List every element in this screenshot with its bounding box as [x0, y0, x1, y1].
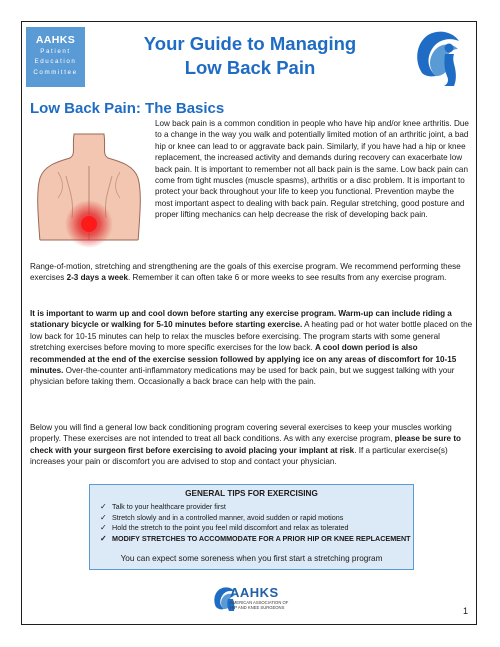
checkmark-icon: ✓: [100, 502, 107, 511]
list-item: [100, 513, 411, 524]
program-text-1: Below you will find a general low back conditioning program covering several exercises to keep your muscles working properly. These exercises are not intended to treat all back conditions. As with any exercise program,: [30, 423, 452, 444]
tip-text: Talk to your healthcare provider first: [112, 502, 226, 511]
goals-paragraph: [30, 261, 474, 284]
warmup-bold-2: A cool down period is also recommended at the end of the exercise session followed by applying ice on any areas of discomfort for 10-15 minutes.: [30, 343, 457, 376]
footer-tag-line-2: HIP AND KNEE SURGEONS: [230, 605, 285, 610]
list-item: [100, 523, 411, 534]
list-item: [100, 534, 411, 545]
footer-tag-line-1: AMERICAN ASSOCIATION OF: [230, 600, 289, 605]
program-paragraph: [30, 422, 474, 468]
tip-text: Stretch slowly and in a controlled manner, avoid sudden or rapid motions: [112, 512, 344, 522]
goals-text-2: . Remember it can often take 6 or more weeks to see results from any exercise program.: [128, 273, 447, 283]
warmup-text-1: A heating pad or hot water bottle placed on the low back for 10-15 minutes can help to relax the muscles before exercising. The program starts with some general stretching exercises before moving to more specific exercises for the low back.: [30, 320, 473, 353]
tips-list: [100, 502, 411, 544]
badge-line-2: Education: [34, 58, 77, 66]
warmup-paragraph: [30, 308, 474, 388]
committee-badge: [26, 27, 85, 87]
checkmark-icon: ✓: [100, 523, 107, 533]
aahks-head-logo-icon: [414, 27, 464, 88]
footer-brand: AAHKS: [230, 585, 279, 600]
page-number: 1: [463, 606, 469, 616]
page-title: [120, 32, 380, 80]
tips-note: You can expect some soreness when you first start a stretching program: [120, 554, 383, 563]
badge-line-3: Committee: [33, 68, 78, 76]
back-pain-figure: [30, 122, 148, 264]
program-bold: please be sure to check with your surgeon first before exercising to avoid placing your implant at risk: [30, 434, 461, 455]
checkmark-icon: ✓: [100, 512, 107, 522]
section-heading: Low Back Pain: The Basics: [30, 100, 225, 117]
warmup-text-2: Over-the-counter anti-inflammatory medications may be used for back pain, but we suggest talking with your physician before taking them. Occasionally a back brace can help with the pain.: [30, 366, 455, 387]
badge-brand: AAHKS: [35, 34, 76, 46]
intro-paragraph: Low back pain is a common condition in people who have hip and/or knee arthritis. Due to a change in the way you walk and potentially limited motion of an arthritic joint, a bad hip or knee can lead to or aggravate back pain. Similarly, if you have had a hip or knee replacement, the increased activity and demands during recovery can exacerbate low back pain. It is important to remember not all back pain is the same. Low back pain can come from tight muscles (muscle spasms), arthritis or a disc problem. It is important to protect your back throughout your life to keep you functional. Prevention maybe the most important aspect to dealing with back pain. Regular stretching, good posture and proper lifting mechanics can help decrease the risk of developing back pain.: [155, 119, 469, 220]
title-line-2: Low Back Pain: [184, 57, 316, 78]
footer-tagline: [230, 600, 300, 610]
goals-text-1: Range-of-motion, stretching and strengthening are the goals of this exercise program. We recommend performing these exercises: [30, 262, 461, 283]
goals-frequency: 2-3 days a week: [66, 273, 129, 283]
tip-text: MODIFY STRETCHES TO ACCOMMODATE FOR A PRIOR HIP OR KNEE REPLACEMENT: [112, 533, 411, 543]
warmup-bold-1: It is important to warm up and cool down before starting any exercise program. Warm-up can include riding a stationary bicycle or walking for 5-10 minutes before starting exercise.: [30, 309, 452, 330]
general-tips-box: [89, 484, 414, 570]
badge-line-1: Patient: [40, 48, 71, 55]
tips-title: GENERAL TIPS FOR EXERCISING: [185, 489, 318, 498]
list-item: [100, 502, 411, 513]
program-text-2: . If a particular exercise(s) increases your pain or discomfort you are advised to stop and contact your physician.: [30, 445, 448, 467]
checkmark-icon: ✓: [100, 533, 107, 543]
tip-text: Hold the stretch to the point you feel mild discomfort and relax as tolerated: [112, 523, 349, 533]
title-line-1: Your Guide to Managing: [143, 33, 357, 54]
